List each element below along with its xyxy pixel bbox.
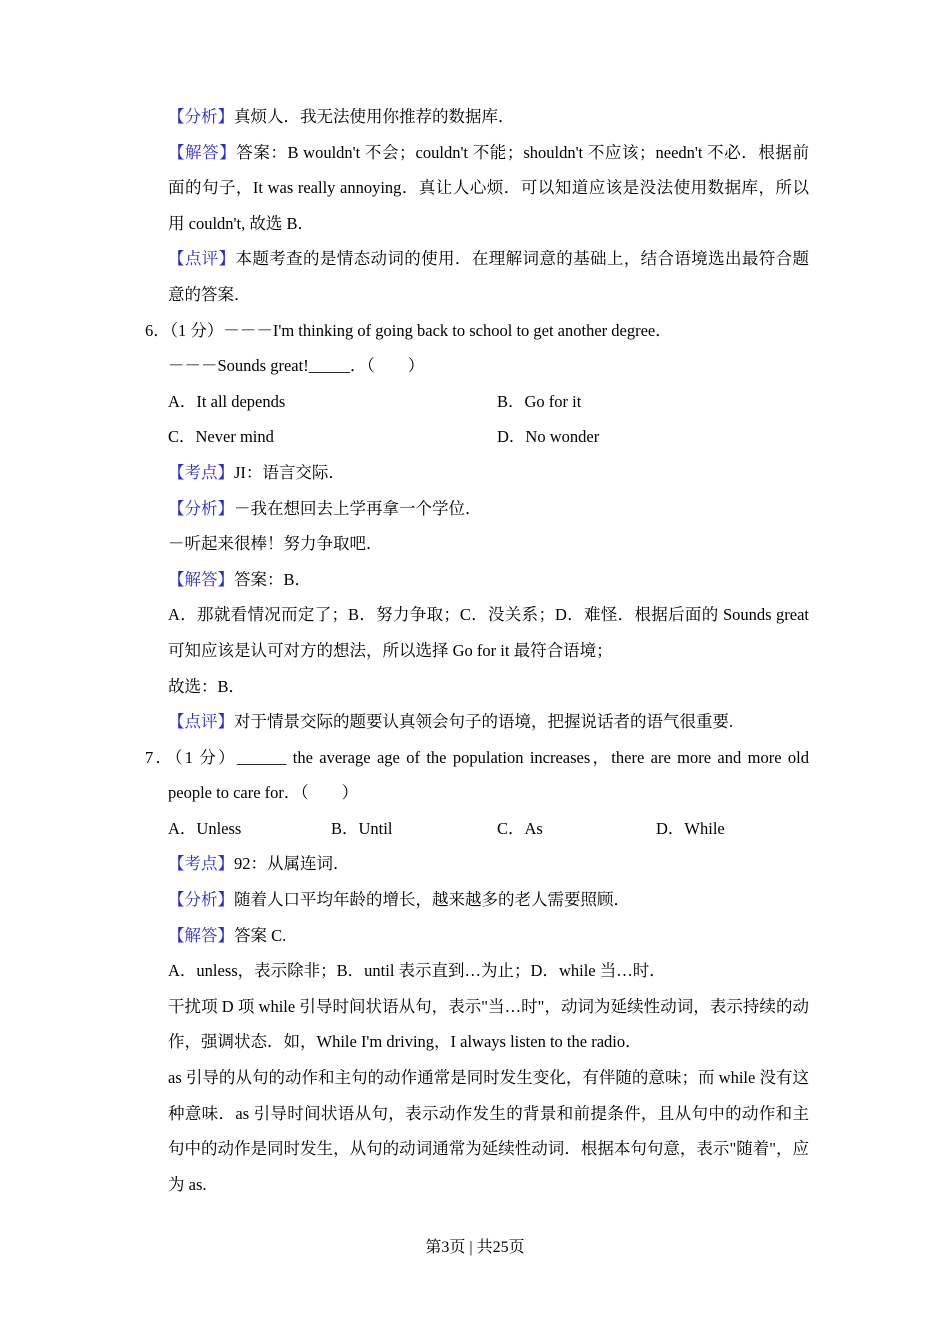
footer-page-indicator: 第3页 | 共25页 [425,1239,525,1256]
tagged-paragraph [168,491,809,527]
tagged-paragraph [168,704,809,740]
option-item: A．It all depends [168,391,286,411]
option-item: B．Go for it [497,391,582,411]
option-item: D．No wonder [497,427,600,447]
section-tag: 【考点】 [168,854,234,874]
option-item: B．Until [331,818,393,838]
tagged-paragraph [168,846,809,882]
paragraph-text: JI：语言交际． [234,462,345,482]
paragraph: －－－Sounds great!_____．（ ） [168,356,425,376]
paragraph-text: 答案：B wouldn't 不会；couldn't 不能；shouldn't 不应该；needn't 不必．根据前面的句子，It was really annoying．真让人心烦．可以知道应该是没法使用数据库，所以用 couldn't, 故选 B． [168,142,809,233]
paragraph-text: 真烦人．我无法使用你推荐的数据库． [234,107,515,126]
paragraph-text: 答案 C. [234,925,287,945]
paragraph: A．unless，表示除非；B．until 表示直到…为止；D．while 当…时． [168,961,666,981]
section-tag: 【分析】 [168,498,234,518]
paragraph-text: 答案：B． [234,569,312,589]
option-item: C．Never mind [168,427,274,447]
section-tag: 【点评】 [168,249,236,269]
option-item: C．As [497,818,543,838]
paragraph: －听起来很棒！努力争取吧． [168,534,383,554]
paragraph-text: 对于情景交际的题要认真领会句子的语境，把握说话者的语气很重要. [234,712,734,732]
section-tag: 【解答】 [168,925,234,945]
paragraph-text: 本题考查的是情态动词的使用．在理解词意的基础上，结合语境选出最符合题意的答案． [168,249,810,304]
question-text: 6．（1 分）－－－I'm thinking of going back to school to get another degree． [145,320,672,340]
paragraph-text: 随着人口平均年龄的增长，越来越多的老人需要照顾． [234,890,630,910]
options-row [168,811,809,847]
section-tag: 【分析】 [168,890,234,910]
page-footer [0,1238,950,1258]
section-tag: 【点评】 [168,712,234,732]
tagged-paragraph [168,562,809,598]
section-tag: 【解答】 [168,569,234,589]
tagged-paragraph [168,135,809,242]
question-text: 7．（1 分）______ the average age of the population increases，there are more and more old people to care for．（ ） [145,747,809,803]
paragraph-text: －我在想回去上学再拿一个学位． [234,498,482,518]
paragraph: A．那就看情况而定了；B．努力争取；C．没关系；D．难怪．根据后面的 Sounds great 可知应该是认可对方的想法，所以选择 Go for it 最符合语境； [168,605,809,660]
section-tag: 【解答】 [168,142,237,162]
paragraph: 干扰项 D 项 while 引导时间状语从句，表示"当…时"，动词为延续性动词，表示持续的动作，强调状态．如，While I'm driving，I always listen to the radio． [168,996,809,1052]
section-tag: 【考点】 [168,462,234,482]
paragraph: 故选：B． [168,676,246,696]
option-item: D．While [656,818,725,838]
paragraph: as 引导的从句的动作和主句的动作通常是同时发生变化，有伴随的意味；而 while 没有这种意味．as 引导时间状语从句，表示动作发生的背景和前提条件，且从句中的动作和主句中的动作是同时发生，从句的动词通常为延续性动词．根据本句句意，表示"随着"，应为 as. [168,1068,809,1194]
options-row [168,419,809,455]
options-row [168,384,809,420]
content-area [145,99,810,1202]
tagged-paragraph [168,882,809,918]
section-tag: 【分析】 [168,107,234,126]
tagged-paragraph [168,99,809,135]
tagged-paragraph [168,918,809,954]
paragraph-text: 92：从属连词． [234,854,350,874]
tagged-paragraph [168,241,809,312]
tagged-paragraph [168,455,809,491]
option-item: A．Unless [168,818,242,838]
